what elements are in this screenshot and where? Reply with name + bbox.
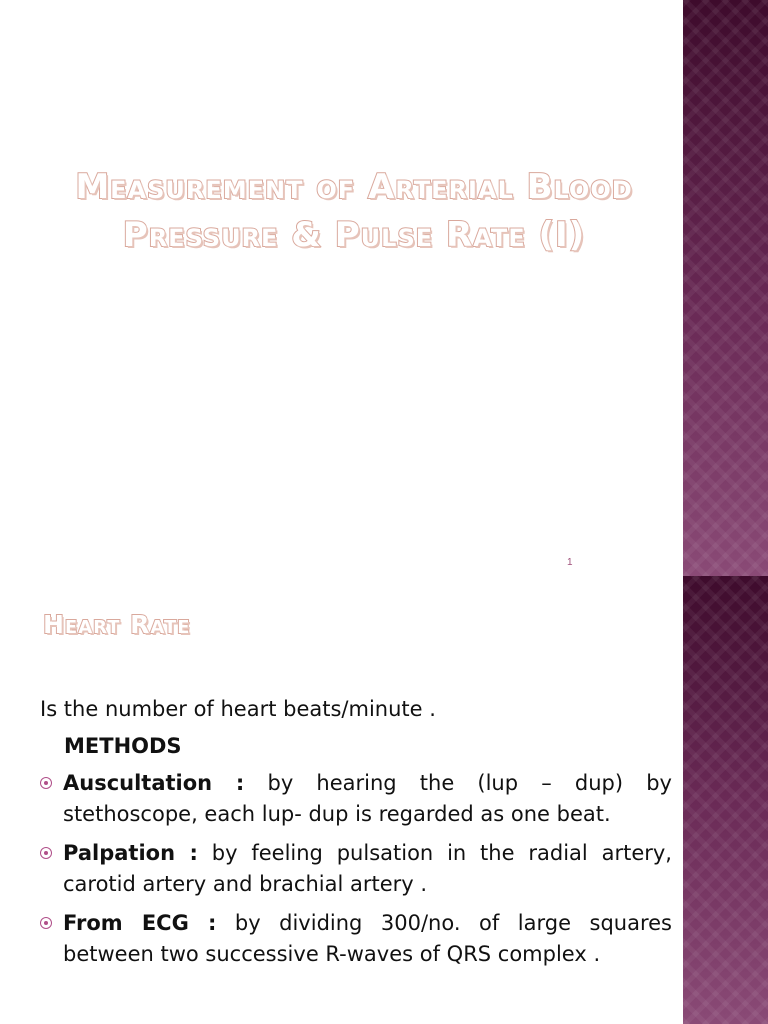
methods-heading: METHODS (64, 734, 182, 758)
list-item (40, 908, 672, 970)
decorative-side-band (683, 0, 768, 576)
list-item (40, 838, 672, 900)
target-bullet-icon (40, 917, 52, 929)
method-description: by hearing the (lup – dup) by stethoscope, each lup- dup is regarded as one beat. (63, 771, 672, 826)
intro-text: Is the number of heart beats/minute . (40, 697, 436, 721)
method-term: Palpation : (63, 841, 198, 865)
slide-2 (0, 576, 768, 1024)
slide-body (40, 694, 672, 978)
target-bullet-icon (40, 847, 52, 859)
slide-number: 1 (567, 557, 573, 568)
method-description: by feeling pulsation in the radial artery, carotid artery and brachial artery . (63, 841, 672, 896)
list-item (40, 768, 672, 830)
decorative-side-band (683, 576, 768, 1024)
method-description: by dividing 300/no. of large squares between two successive R-waves of QRS complex . (63, 911, 672, 966)
method-term: Auscultation : (63, 771, 245, 795)
method-term: From ECG : (63, 911, 217, 935)
target-bullet-icon (40, 777, 52, 789)
methods-list (40, 768, 672, 970)
slide-title-line-2: Pressure & Pulse Rate (I) (122, 215, 586, 255)
slide-title-line-1: Measurement of Arterial Blood (75, 167, 633, 207)
slide-title (20, 163, 688, 259)
section-title: Heart Rate (43, 610, 191, 639)
